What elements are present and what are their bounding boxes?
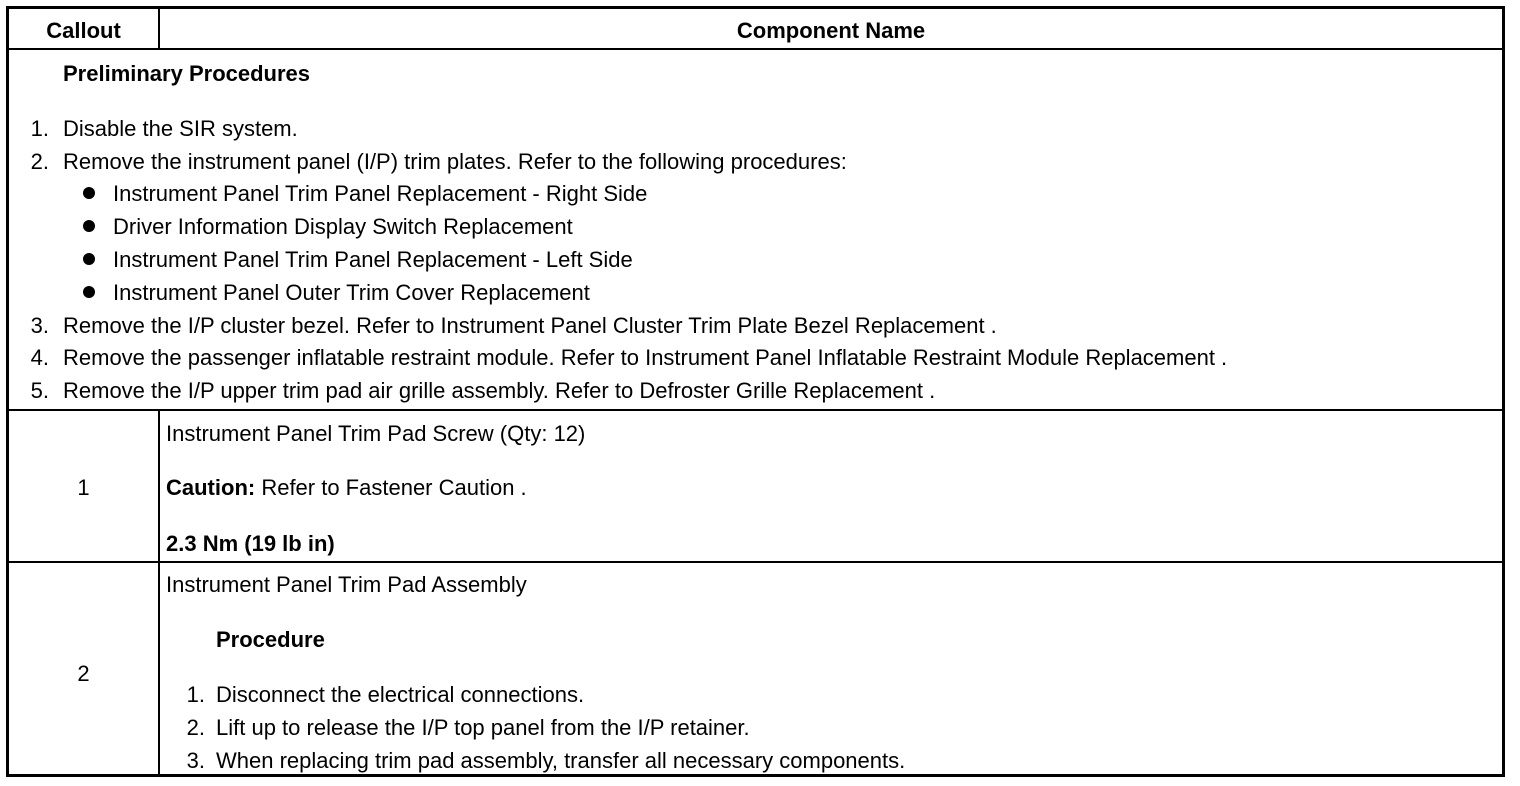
callout-number: 1 [77, 475, 90, 500]
caution-note [166, 475, 527, 501]
row-divider [9, 561, 1502, 563]
component-name: Instrument Panel Trim Pad Assembly [166, 572, 527, 597]
caution-label: Caution: [166, 475, 256, 500]
procedure-step: When replacing trim pad assembly, transfer all necessary components. [216, 748, 906, 773]
bullet-icon [83, 253, 95, 265]
column-divider [158, 409, 160, 774]
preliminary-step: Disable the SIR system. [63, 116, 298, 141]
component-name: Instrument Panel Trim Pad Screw (Qty: 12) [166, 421, 586, 446]
step-number: 5. [30, 378, 49, 403]
bullet-icon [83, 187, 95, 199]
procedure-step: Disconnect the electrical connections. [216, 682, 585, 707]
bullet-icon [83, 286, 95, 298]
step-number: 3. [30, 313, 49, 338]
header-callout: Callout [46, 18, 121, 43]
preliminary-step: Remove the I/P upper trim pad air grille assembly. Refer to Defroster Grille Replacement . [63, 378, 936, 403]
preliminary-step: Remove the I/P cluster bezel. Refer to Instrument Panel Cluster Trim Plate Bezel Replacement . [63, 313, 997, 338]
preliminary-title: Preliminary Procedures [63, 61, 311, 86]
bullet-item: Instrument Panel Trim Panel Replacement - Right Side [113, 181, 648, 206]
step-number: 4. [30, 345, 49, 370]
bullet-item: Instrument Panel Outer Trim Cover Replacement [113, 280, 590, 305]
procedure-step: Lift up to release the I/P top panel from the I/P retainer. [216, 715, 750, 740]
step-number: 1. [30, 116, 49, 141]
torque-spec: 2.3 Nm (19 lb in) [166, 531, 335, 556]
header-component-name: Component Name [736, 18, 926, 43]
step-number: 3. [186, 748, 205, 773]
header-divider [9, 48, 1502, 50]
caution-text: Refer to Fastener Caution . [255, 475, 527, 500]
bullet-item: Instrument Panel Trim Panel Replacement - Left Side [113, 247, 633, 272]
preliminary-step: Remove the passenger inflatable restraint module. Refer to Instrument Panel Inflatable Restraint Module Replacement . [63, 345, 1228, 370]
bullet-item: Driver Information Display Switch Replacement [113, 214, 573, 239]
row-divider [9, 409, 1502, 411]
step-number: 2. [30, 149, 49, 174]
component-table [6, 6, 1505, 777]
bullet-icon [83, 220, 95, 232]
step-number: 1. [186, 682, 205, 707]
procedure-title: Procedure [216, 627, 325, 652]
step-number: 2. [186, 715, 205, 740]
callout-number: 2 [77, 661, 90, 686]
preliminary-step: Remove the instrument panel (I/P) trim plates. Refer to the following procedures: [63, 149, 847, 174]
